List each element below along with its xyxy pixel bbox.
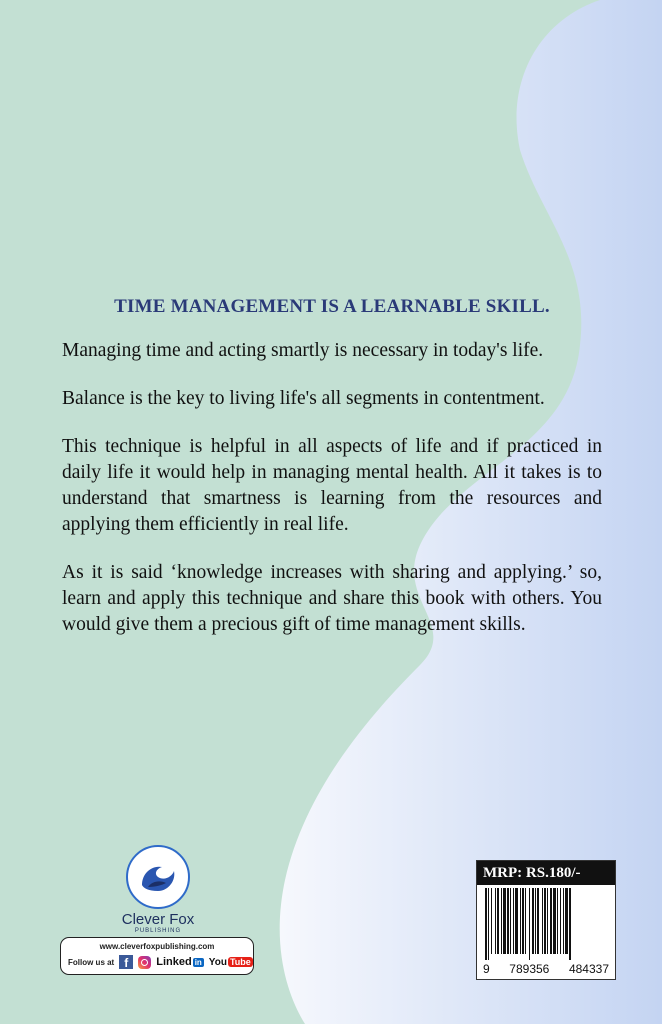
facebook-icon[interactable]: f <box>119 955 133 969</box>
paragraph-2: Balance is the key to living life's all segments in contentment. <box>62 388 545 409</box>
barcode-bar <box>495 888 496 954</box>
follow-label: Follow us at <box>68 957 115 967</box>
barcode-bar <box>507 888 509 954</box>
barcode-bar <box>542 888 543 954</box>
barcode-bar <box>501 888 502 954</box>
mrp-label: MRP: RS.180/- <box>477 861 615 885</box>
back-cover-text <box>62 296 602 660</box>
linkedin-icon[interactable] <box>156 956 204 968</box>
barcode-bar <box>560 888 561 954</box>
social-box <box>60 937 254 975</box>
youtube-you: You <box>208 956 227 968</box>
isbn-first: 9 <box>483 962 490 976</box>
barcode-bar <box>513 888 514 954</box>
barcode-bar <box>510 888 511 954</box>
barcode-bar <box>522 888 524 954</box>
price-barcode-box <box>476 860 616 980</box>
publisher-sub: PUBLISHING <box>134 928 182 934</box>
youtube-tube: Tube <box>229 957 251 967</box>
barcode-bar <box>537 888 539 954</box>
barcode-bar <box>488 888 489 960</box>
barcode-bar <box>520 888 521 954</box>
isbn-mid: 789356 <box>509 962 550 976</box>
publisher-logo <box>112 845 204 934</box>
fox-icon <box>126 845 190 909</box>
barcode-bar <box>529 888 530 960</box>
follow-row <box>61 951 253 969</box>
barcode-bar <box>553 888 556 954</box>
barcode-bar <box>491 888 492 954</box>
paragraph-4: As it is said ‘knowledge increases with sharing and applying.’ so, learn and apply this technique and share this book with others. You would give them a precious gift of time management skills. <box>62 562 602 635</box>
headline: TIME MANAGEMENT IS A LEARNABLE SKILL. <box>114 296 550 317</box>
barcode-bar <box>485 888 487 960</box>
isbn-number <box>483 962 609 976</box>
barcode-bar <box>565 888 568 954</box>
barcode-bar <box>547 888 548 954</box>
barcode-bar <box>563 888 564 954</box>
barcode-bar <box>515 888 518 954</box>
paragraph-1: Managing time and acting smartly is necessary in today's life. <box>62 340 544 361</box>
barcode-bar <box>503 888 506 954</box>
isbn-last: 484337 <box>568 962 609 976</box>
barcode-bar <box>557 888 558 954</box>
barcode-bar <box>535 888 536 954</box>
instagram-icon[interactable] <box>138 956 151 969</box>
barcode-icon <box>483 888 609 960</box>
linkedin-text: Linked <box>156 956 192 968</box>
paragraph-3: This technique is helpful in all aspects of life and if practiced in daily life it would help in managing mental health. All it takes is to understand that smartness is learning from the resources and applying them efficiently in real life. <box>62 436 602 535</box>
youtube-icon[interactable] <box>209 957 253 968</box>
website-link[interactable]: www.cleverfoxpublishing.com <box>99 942 215 951</box>
linkedin-in: in <box>194 957 202 967</box>
barcode-bar <box>497 888 499 954</box>
barcode-bar <box>532 888 534 954</box>
barcode-bar <box>544 888 546 954</box>
barcode-bar <box>525 888 526 954</box>
barcode-bar <box>550 888 552 954</box>
publisher-name: Clever Fox <box>121 911 195 928</box>
barcode-bar <box>569 888 571 960</box>
